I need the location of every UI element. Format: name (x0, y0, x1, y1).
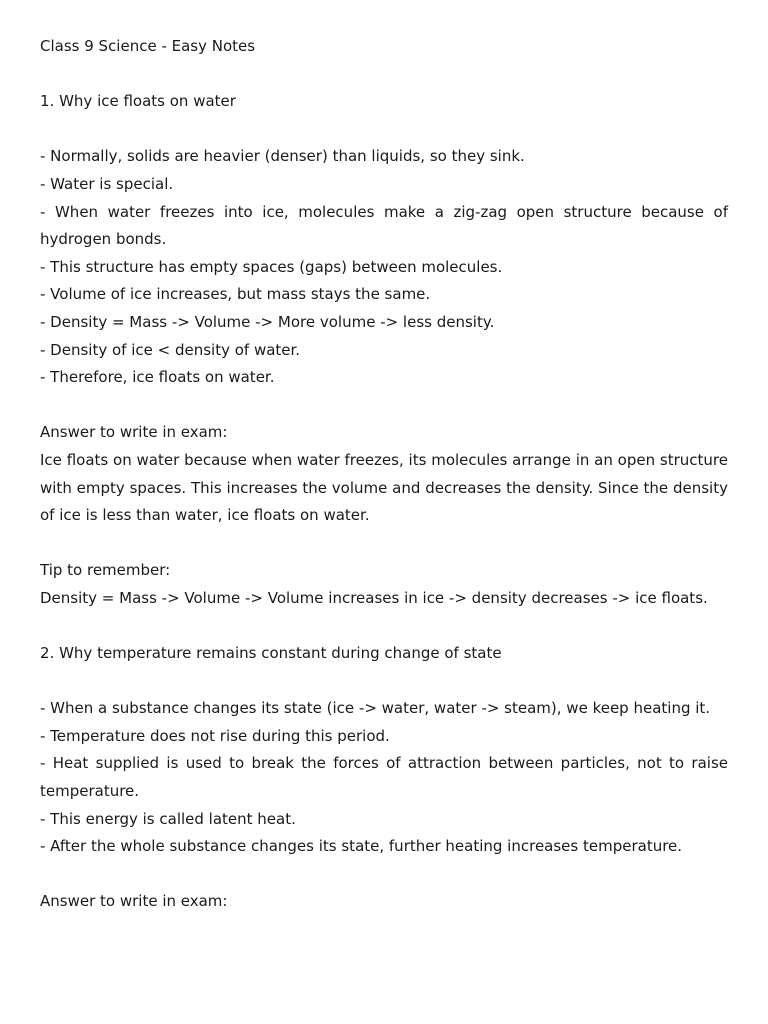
spacer (40, 861, 728, 889)
section-1-point: - Density of ice < density of water. (40, 340, 301, 359)
section-2-heading: 2. Why temperature remains constant during change of state (40, 644, 502, 663)
section-1-tip-text: Density = Mass -> Volume -> Volume increases in ice -> density decreases -> ice floats. (40, 588, 708, 607)
spacer (40, 668, 728, 696)
section-1-heading: 1. Why ice floats on water (40, 92, 236, 111)
spacer (40, 530, 728, 558)
section-1-tip-label: Tip to remember: (40, 561, 171, 580)
spacer (40, 612, 728, 640)
document-title: Class 9 Science - Easy Notes (40, 37, 256, 55)
section-1-point: - Normally, solids are heavier (denser) than liquids, so they sink. (40, 147, 525, 166)
notes-page (40, 33, 728, 916)
section-2-point: - After the whole substance changes its state, further heating increases temperature. (40, 837, 683, 856)
section-2-point: - This energy is called latent heat. (40, 809, 296, 828)
spacer (40, 116, 728, 144)
spacer (40, 392, 728, 420)
section-1-point: - Density = Mass -> Volume -> More volume -> less density. (40, 312, 495, 331)
section-1-point: - Volume of ice increases, but mass stays the same. (40, 285, 431, 304)
section-1-point: - Therefore, ice floats on water. (40, 368, 275, 387)
section-1-point: - When water freezes into ice, molecules make a zig-zag open structure because of hydrogen bonds. (40, 202, 728, 249)
spacer (40, 61, 728, 89)
section-1-point: - This structure has empty spaces (gaps) between molecules. (40, 257, 503, 276)
section-1-answer-text: Ice floats on water because when water freezes, its molecules arrange in an open structure with empty spaces. This increases the volume and decreases the density. Since the density of ice is less than water, ice floats on water. (40, 450, 728, 525)
section-1-answer-label: Answer to write in exam: (40, 423, 228, 442)
section-1-point: - Water is special. (40, 174, 174, 193)
section-2-point: - Heat supplied is used to break the forces of attraction between particles, not to raise temperature. (40, 754, 728, 801)
section-2-point: - Temperature does not rise during this period. (40, 726, 390, 745)
section-2-point: - When a substance changes its state (ice -> water, water -> steam), we keep heating it. (40, 699, 711, 718)
section-2-answer-label: Answer to write in exam: (40, 892, 228, 911)
